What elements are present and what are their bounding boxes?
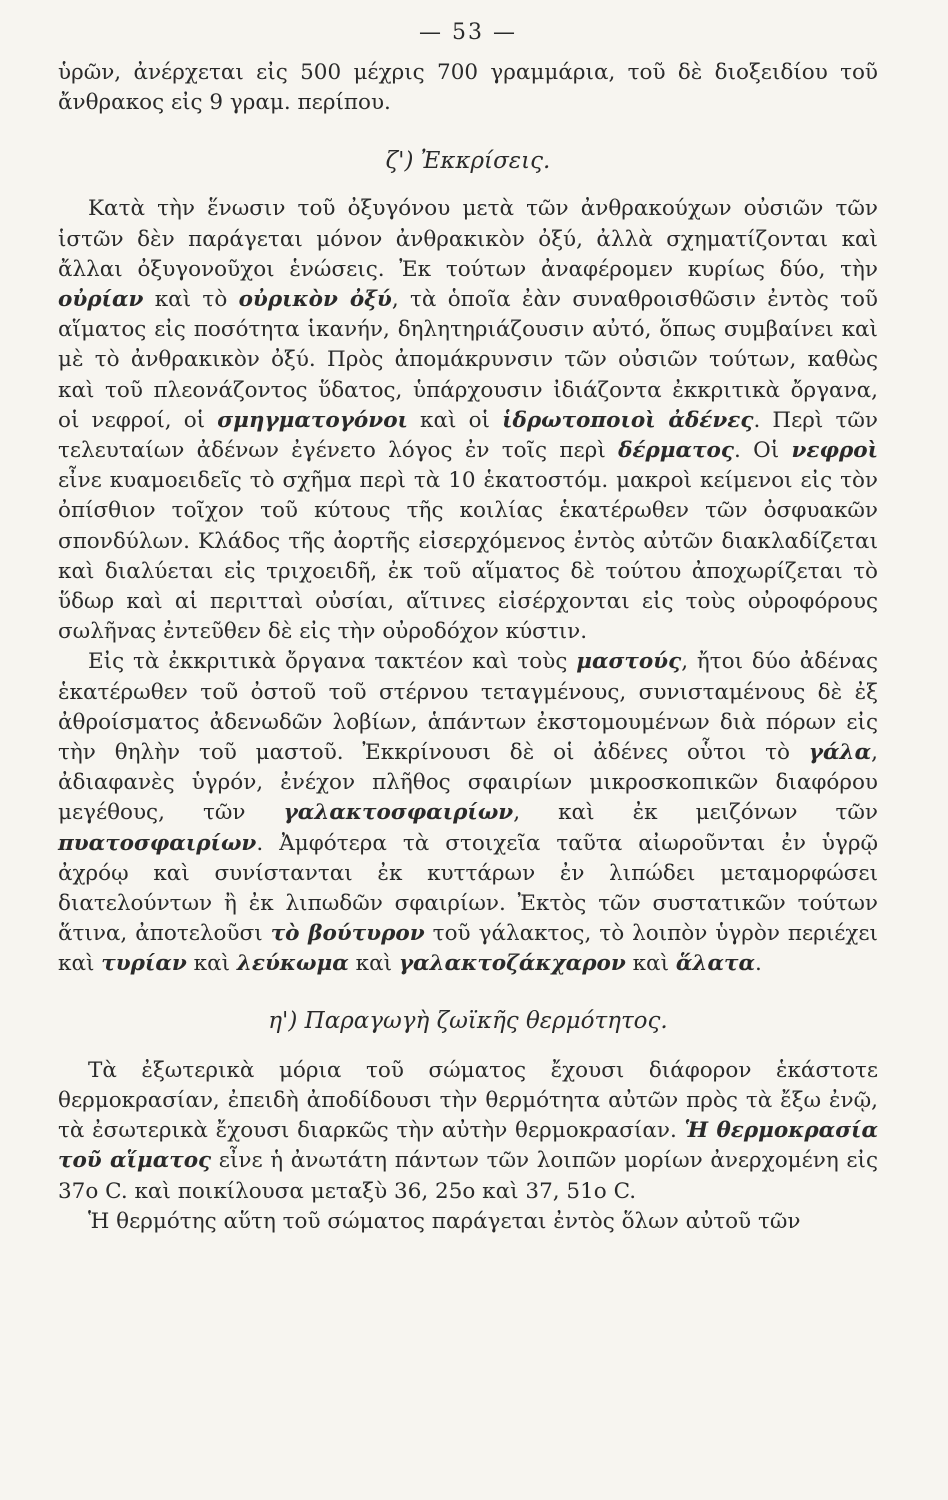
bold-term: μαστούς xyxy=(576,649,682,675)
bold-term: πυατοσφαιρίων xyxy=(58,830,257,856)
paragraph: Εἰς τὰ ἐκκριτικὰ ὄργανα τακτέον καὶ τοὺς μαστούς, ἤτοι δύο ἀδένας ἑκατέρωθεν τοῦ ὀστοῦ τοῦ στέρνου τεταγμένους, συνισταμένους δὲ ἐξ ἀθροίσματος ἀδενωδῶν λοβίων, ἁπάντων ἐκστομουμένων διὰ πόρων εἰς τὴν θηλὴν τοῦ μαστοῦ. Ἐκκρίνουσι δὲ οἱ ἀδένες οὗτοι τὸ γάλα, ἀδιαφανὲς ὑγρόν, ἐνέχον πλῆθος σφαιρίων μικροσκοπικῶν διαφόρου μεγέθους, τῶν γαλακτοσφαιρίων, καὶ ἐκ μειζόνων τῶν πυατοσφαιρίων. Ἀμφότερα τὰ στοιχεῖα ταῦτα αἰωροῦνται ἐν ὑγρῷ ἀχρόῳ καὶ συνίστανται ἐκ κυττάρων ἐν λιπώδει μεταμορφώσει διατελούντων ἢ ἐκ λιπωδῶν σφαιρίων. Ἐκτὸς τῶν συστατικῶν τούτων ἅτινα, ἀποτελοῦσι τὸ βούτυρον τοῦ γάλακτος, τὸ λοιπὸν ὑγρὸν περιέχει καὶ τυρίαν καὶ λεύκωμα καὶ γαλακτοζάκχαρον καὶ ἅλατα. xyxy=(58,649,878,977)
paragraph: Τὰ ἐξωτερικὰ μόρια τοῦ σώματος ἔχουσι διάφορον ἑκάστοτε θερμοκρασίαν, ἐπειδὴ ἀποδίδουσι τὴν θερμότητα αὐτῶν πρὸς τὰ ἔξω ἐνῷ, τὰ ἐσωτερικὰ ἔχουσι διαρκῶς τὴν αὐτὴν θερμοκρασίαν. Ἡ θερμοκρασία τοῦ αἵματος εἶνε ἡ ἀνωτάτη πάντων τῶν λοιπῶν μορίων ἀνερχομένη εἰς 37ο C. καὶ ποικίλουσα μεταξὺ 36, 25ο καὶ 37, 51ο C. xyxy=(58,1057,878,1204)
bold-term: γαλακτοζάκχαρον xyxy=(398,951,626,977)
bold-term: ἱδρωτοποιοὶ ἀδένες xyxy=(502,407,754,433)
bold-term: λεύκωμα xyxy=(236,951,349,977)
section-heading: ζ') Ἐκκρίσεις. xyxy=(385,148,551,175)
bold-term: δέρματος xyxy=(618,438,734,464)
paragraph: Κατὰ τὴν ἕνωσιν τοῦ ὀξυγόνου μετὰ τῶν ἀνθρακούχων οὐσιῶν τῶν ἱστῶν δὲν παράγεται μόνον ἀνθρακικὸν ὀξύ, ἀλλὰ σχηματίζονται καὶ ἄλλαι ὀξυγονοῦχοι ἑνώσεις. Ἐκ τούτων ἀναφέρομεν κυρίως δύο, τὴν οὐρίαν καὶ τὸ οὐρικὸν ὀξύ, τὰ ὁποῖα ἐὰν συναθροισθῶσιν ἐντὸς τοῦ αἵματος εἰς ποσότητα ἱκανήν, δηλητηριάζουσιν αὐτό, ὅπως συμβαίνει καὶ μὲ τὸ ἀνθρακικὸν ὀξύ. Πρὸς ἀπομάκρυνσιν τῶν οὐσιῶν τούτων, καθὼς καὶ τοῦ πλεονάζοντος ὕδατος, ὑπάρχουσιν ἰδιάζοντα ἐκκριτικὰ ὄργανα, οἱ νεφροί, οἱ σμηγματογόνοι καὶ οἱ ἱδρωτοποιοὶ ἀδένες. Περὶ τῶν τελευταίων ἀδένων ἐγένετο λόγος ἐν τοῖς περὶ δέρματος. Οἱ νεφροὶ εἶνε κυαμοειδεῖς τὸ σχῆμα περὶ τὰ 10 ἑκατοστόμ. μακροὶ κείμενοι εἰς τὸν ὀπίσθιον τοῖχον τοῦ κύτους τῆς κοιλίας ἑκατέρωθεν τῶν ὀσφυακῶν σπονδύλων. Κλάδος τῆς ἀορτῆς εἰσερχόμενος ἐντὸς αὐτῶν διακλαδίζεται καὶ διαλύεται εἰς τριχοειδῆ, ἐκ τοῦ αἵματος δὲ τούτου ἀποχωρίζεται τὸ ὕδωρ καὶ αἱ περιτταὶ οὐσίαι, αἵτινες εἰσέρχονται εἰς τοὺς οὐροφόρους σωλῆνας ἐντεῦθεν δὲ εἰς τὴν οὐροδόχον κύστιν. xyxy=(58,196,878,645)
bold-term: οὐρίαν xyxy=(58,287,144,313)
bold-term: γάλα xyxy=(808,740,872,766)
section-heading: η') Παραγωγὴ ζωϊκῆς θερμότητος. xyxy=(268,1007,668,1034)
bold-term: τυρίαν xyxy=(101,951,187,977)
bold-term: σμηγματογόνοι xyxy=(217,407,408,433)
paragraph: Ἡ θερμότης αὕτη τοῦ σώματος παράγεται ἐντὸς ὅλων αὐτοῦ τῶν xyxy=(88,1208,801,1234)
bold-term: ἅλατα xyxy=(675,951,756,977)
bold-term: τὸ βούτυρον xyxy=(270,921,425,947)
bold-term: οὐρικὸν ὀξύ xyxy=(238,287,392,313)
paragraph: ὑρῶν, ἀνέρχεται εἰς 500 μέχρις 700 γραμμάρια, τοῦ δὲ διοξειδίου τοῦ ἄνθρακος εἰς 9 γραμ. περίπου. xyxy=(58,60,878,116)
page-number: — 53 — xyxy=(419,20,517,45)
bold-term: νεφροὶ xyxy=(791,438,878,464)
bold-term: Ἡ θερμοκρασία τοῦ αἵματος xyxy=(58,1118,878,1174)
body-text xyxy=(58,58,878,1237)
bold-term: γαλακτοσφαιρίων xyxy=(283,800,514,826)
